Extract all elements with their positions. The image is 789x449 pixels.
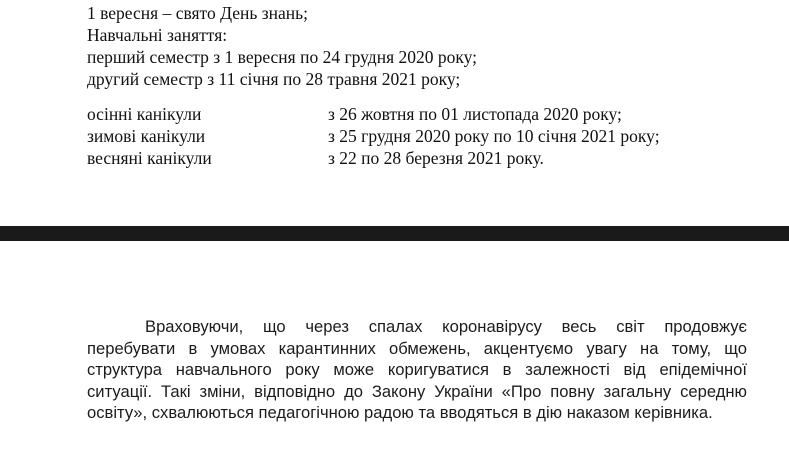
classes-heading: Навчальні заняття:	[87, 25, 228, 45]
paragraph-line: освіту», схвалюються педагогічною радою та вводяться в дію наказом керівника.	[87, 403, 713, 422]
autumn-holidays-dates: з 26 жовтня по 01 листопада 2020 року;	[328, 104, 622, 124]
paragraph-line: ситуації. Такі зміни, відповідно до Закону України «Про повну загальну середню	[87, 381, 747, 401]
first-semester-line: перший семестр з 1 вересня по 24 грудня 2020 року;	[87, 47, 478, 67]
winter-holidays-dates: з 25 грудня 2020 року по 10 січня 2021 року;	[328, 126, 660, 146]
paragraph-line: перебувати в умовах карантинних обмежень, акцентуємо увагу на тому, що	[87, 338, 747, 358]
document-page-bottom	[0, 241, 789, 449]
knowledge-day-line: 1 вересня – свято День знань;	[87, 3, 308, 23]
page-separator-bar	[0, 226, 789, 241]
winter-holidays-label: зимові канікули	[87, 126, 206, 146]
paragraph-line: Враховуючи, що через спалах коронавірусу весь світ продовжує	[145, 317, 747, 336]
autumn-holidays-label: осінні канікули	[87, 104, 202, 124]
spring-holidays-label: весняні канікули	[87, 148, 212, 168]
spring-holidays-dates: з 22 по 28 березня 2021 року.	[328, 148, 544, 168]
second-semester-line: другий семестр з 11 січня по 28 травня 2021 року;	[87, 69, 461, 89]
paragraph-line: структура навчального року може коригуватися в залежності від епідемічної	[87, 360, 747, 379]
coronavirus-paragraph	[87, 316, 747, 424]
